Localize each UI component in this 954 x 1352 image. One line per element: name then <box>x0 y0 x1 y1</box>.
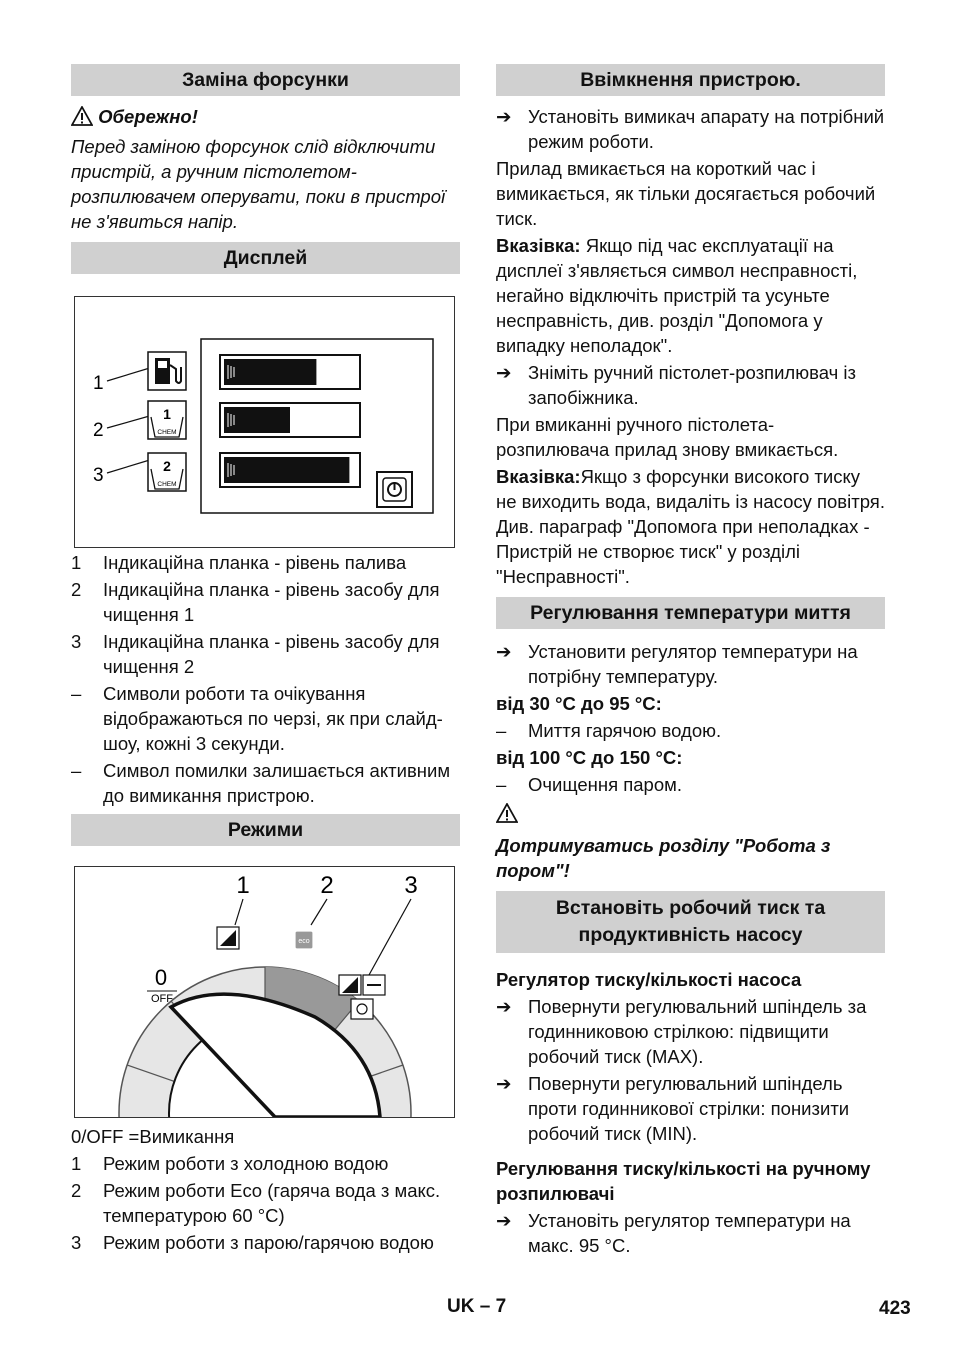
mode-dial-diagram <box>75 867 454 1117</box>
caution-line <box>71 104 460 132</box>
steam-warning-text: Дотримуватись розділу "Робота з пором"! <box>496 835 831 881</box>
gun-regulator-label: Регулювання тиску/кількості на ручному розпилювачі <box>496 1158 871 1204</box>
footer-section: UK – 7 <box>447 1296 507 1317</box>
arrow-right-icon: ➔ <box>496 1210 512 1231</box>
switch-on-heading: Ввімкнення пристрою. <box>496 64 885 96</box>
modes-off-line: 0/OFF =Вимикання <box>71 1126 235 1147</box>
range-2-item: – Очищення паром. <box>496 774 682 795</box>
arrow-right-icon: ➔ <box>496 1073 512 1094</box>
pressure-heading: Встановіть робочий тиск та продуктивність насосу <box>496 891 885 953</box>
callout-line-1 <box>107 367 153 381</box>
modes-heading: Режими <box>71 814 460 846</box>
pump-regulator-label: Регулятор тиску/кількості насоса <box>496 969 802 990</box>
svg-text:2: 2 <box>163 458 171 474</box>
switch-on-paragraph-1: Прилад вмикається на короткий час і вимикається, як тільки досягається робочий тиск. <box>496 158 876 229</box>
level-bar-fill <box>224 359 316 385</box>
right-column <box>496 64 885 1260</box>
caution-text: Перед заміною форсунок слід відключити пристрій, а ручним пістолетом-розпилювачем оперувати, поки в пристрої не з'явиться напір. <box>71 136 446 232</box>
legend-item: – Символ помилки залишається активним до вимикання пристрою. <box>71 760 451 806</box>
footer-page-number: 423 <box>879 1298 911 1319</box>
range-2-label: від 100 °C до 150 °C: <box>496 747 683 768</box>
legend-item: 2 Індикаційна планка - рівень засобу для чищення 1 <box>71 579 440 625</box>
display-figure <box>74 296 455 548</box>
caution-label: Обережно! <box>98 106 198 127</box>
modes-legend <box>71 1151 460 1255</box>
arrow-right-icon: ➔ <box>496 996 512 1017</box>
chem-1-icon <box>148 401 186 439</box>
arrow-right-icon: ➔ <box>496 362 512 383</box>
eco-icon <box>293 929 315 951</box>
legend-item: 1 Індикаційна планка - рівень палива <box>71 552 407 573</box>
nozzle-heading: Заміна форсунки <box>71 64 460 96</box>
callout-2: 2 <box>93 420 104 441</box>
legend-item: 1 Режим роботи з холодною водою <box>71 1153 389 1174</box>
switch-on-step-2: ➔ Зніміть ручний пістолет-розпилювач із запобіжника. <box>496 362 856 408</box>
level-bar-fill <box>224 457 349 483</box>
callout-line-2 <box>107 415 153 428</box>
arrow-right-icon: ➔ <box>496 106 512 127</box>
note-1: Вказівка: Якщо під час експлуатації на дисплеї з'являється символ несправності, негайно відключіть пристрій та усуньте несправність, див. розділ "Допомога у випадку неполадок". <box>496 235 858 356</box>
switch-on-paragraph-2: При вмиканні ручного пістолета-розпилювача прилад знову вмикається. <box>496 414 839 460</box>
callout-line-3 <box>107 459 153 473</box>
range-1-label: від 30 °C до 95 °C: <box>496 693 662 714</box>
temperature-heading: Регулювання температури миття <box>496 597 885 629</box>
pump-step-1: ➔ Повернути регулювальний шпіндель за годинниковою стрілкою: підвищити робочий тиск (MAX). <box>496 996 867 1067</box>
chem-2-icon <box>148 453 186 491</box>
power-icon <box>377 472 412 507</box>
steam-warning-icon <box>496 803 885 829</box>
left-column <box>71 64 460 1257</box>
svg-text:eco: eco <box>298 938 310 945</box>
callout-1: 1 <box>93 373 104 394</box>
display-legend <box>71 550 460 808</box>
callout-3: 3 <box>93 465 104 486</box>
modes-figure <box>74 866 455 1118</box>
display-diagram <box>75 297 454 547</box>
range-1-item: – Миття гарячою водою. <box>496 720 722 741</box>
legend-item: 2 Режим роботи Eco (гаряча вода з макс. температурою 60 °C) <box>71 1180 441 1226</box>
svg-text:CHEM: CHEM <box>157 429 177 436</box>
switch-on-step-1: ➔ Установіть вимикач апарату на потрібний режим роботи. <box>496 106 885 152</box>
dial-zero-label: 0 <box>154 965 168 990</box>
fuel-pump-icon <box>148 352 186 390</box>
pump-step-2: ➔ Повернути регулювальний шпіндель проти годинникової стрілки: понизити робочий тиск (MIN). <box>496 1073 850 1144</box>
svg-text:1: 1 <box>163 406 171 422</box>
legend-item: 3 Індикаційна планка - рівень засобу для чищення 2 <box>71 631 440 677</box>
svg-text:CHEM: CHEM <box>157 481 177 488</box>
modes-callout-2: 2 <box>320 872 334 899</box>
temperature-step: ➔ Установити регулятор температури на потрібну температуру. <box>496 641 858 687</box>
gun-step: ➔ Установіть регулятор температури на макс. 95 °C. <box>496 1210 851 1256</box>
modes-callout-3: 3 <box>404 872 418 899</box>
display-heading: Дисплей <box>71 242 460 274</box>
arrow-right-icon: ➔ <box>496 641 512 662</box>
level-bars <box>220 355 360 487</box>
modes-callout-1: 1 <box>236 872 250 899</box>
cold-water-icon <box>217 927 239 949</box>
warning-triangle-icon <box>71 106 93 132</box>
dial-off-label: OFF <box>151 993 173 1005</box>
legend-item: 3 Режим роботи з парою/гарячою водою <box>71 1232 434 1253</box>
note-2: Вказівка:Якщо з форсунки високого тиску не виходить вода, видаліть із насосу повітря. Див. параграф "Допомога при неполадках - Пристрій не створює тиск" у розділі "Несправності". <box>496 466 885 587</box>
legend-item: – Символи роботи та очікування відображаються по черзі, як при слайд-шоу, кожні 3 секунди. <box>71 683 443 754</box>
